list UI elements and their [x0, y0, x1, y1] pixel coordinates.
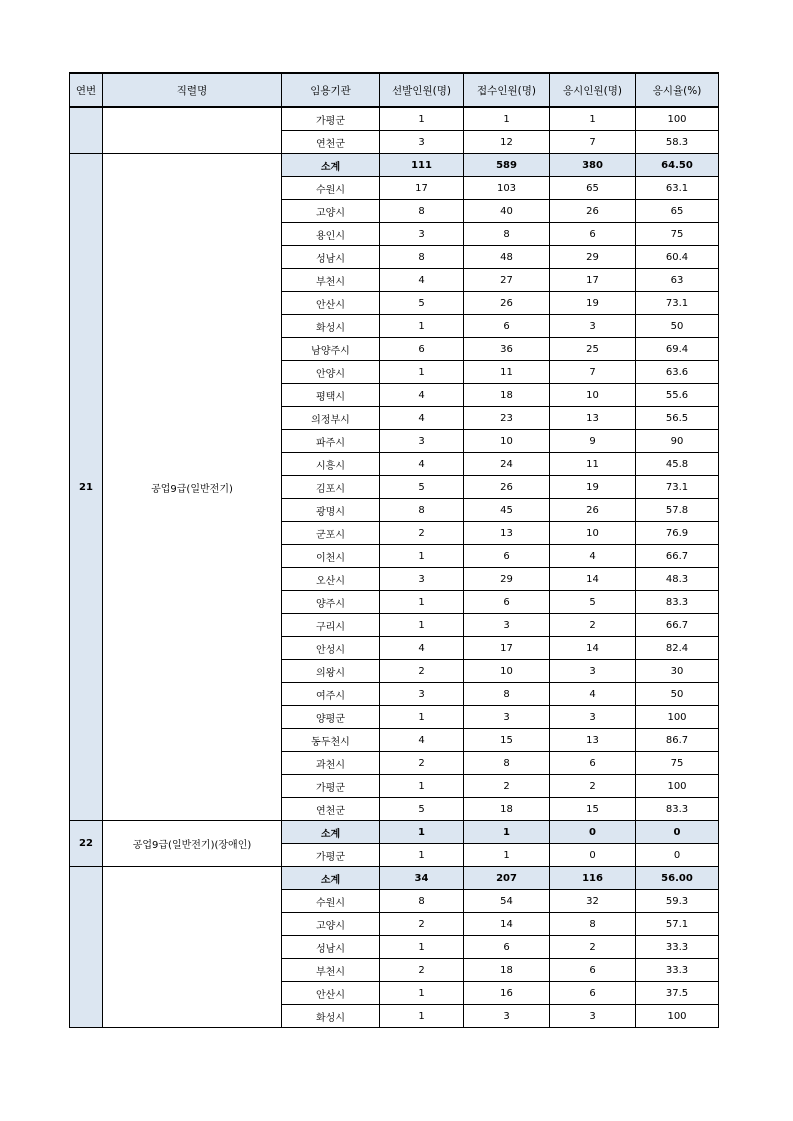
cell-received: 12 — [464, 131, 550, 154]
cell-rate: 63.1 — [636, 177, 719, 200]
table-row — [70, 107, 719, 131]
cell-selected: 1 — [380, 545, 464, 568]
cell-rate: 86.7 — [636, 729, 719, 752]
cell-rate: 63.6 — [636, 361, 719, 384]
cell-applied: 3 — [550, 706, 636, 729]
header-job: 직렬명 — [103, 73, 282, 107]
cell-received: 103 — [464, 177, 550, 200]
cell-selected: 1 — [380, 936, 464, 959]
cell-org: 남양주시 — [282, 338, 380, 361]
cell-rate: 82.4 — [636, 637, 719, 660]
cell-received: 1 — [464, 107, 550, 131]
cell-selected: 1 — [380, 775, 464, 798]
cell-selected: 1 — [380, 315, 464, 338]
cell-applied: 13 — [550, 729, 636, 752]
subtotal-row — [70, 867, 719, 890]
cell-rate: 55.6 — [636, 384, 719, 407]
recruitment-table — [69, 72, 719, 1028]
cell-selected: 1 — [380, 706, 464, 729]
cell-org: 성남시 — [282, 246, 380, 269]
cell-received: 6 — [464, 545, 550, 568]
cell-org: 동두천시 — [282, 729, 380, 752]
cell-applied: 10 — [550, 384, 636, 407]
cell-rate: 64.50 — [636, 154, 719, 177]
subtotal-row — [70, 154, 719, 177]
cell-received: 29 — [464, 568, 550, 591]
group-number — [70, 867, 103, 1028]
cell-received: 6 — [464, 315, 550, 338]
cell-applied: 2 — [550, 775, 636, 798]
cell-applied: 2 — [550, 614, 636, 637]
cell-applied: 29 — [550, 246, 636, 269]
cell-applied: 3 — [550, 315, 636, 338]
header-org: 임용기관 — [282, 73, 380, 107]
cell-selected: 1 — [380, 844, 464, 867]
cell-rate: 50 — [636, 683, 719, 706]
cell-received: 6 — [464, 591, 550, 614]
job-title: 공업9급(일반전기) — [103, 154, 282, 821]
cell-applied: 32 — [550, 890, 636, 913]
cell-rate: 37.5 — [636, 982, 719, 1005]
table-header — [70, 73, 719, 107]
cell-selected: 1 — [380, 982, 464, 1005]
cell-applied: 380 — [550, 154, 636, 177]
cell-applied: 26 — [550, 200, 636, 223]
cell-rate: 73.1 — [636, 292, 719, 315]
cell-received: 14 — [464, 913, 550, 936]
cell-applied: 3 — [550, 1005, 636, 1028]
cell-rate: 48.3 — [636, 568, 719, 591]
cell-received: 3 — [464, 1005, 550, 1028]
cell-org: 용인시 — [282, 223, 380, 246]
cell-received: 8 — [464, 752, 550, 775]
cell-rate: 57.1 — [636, 913, 719, 936]
cell-selected: 2 — [380, 660, 464, 683]
cell-rate: 66.7 — [636, 545, 719, 568]
cell-applied: 2 — [550, 936, 636, 959]
cell-rate: 60.4 — [636, 246, 719, 269]
cell-selected: 4 — [380, 269, 464, 292]
cell-rate: 75 — [636, 752, 719, 775]
cell-selected: 4 — [380, 407, 464, 430]
cell-received: 2 — [464, 775, 550, 798]
cell-org: 시흥시 — [282, 453, 380, 476]
cell-org: 안산시 — [282, 982, 380, 1005]
cell-applied: 1 — [550, 107, 636, 131]
cell-applied: 6 — [550, 223, 636, 246]
cell-selected: 3 — [380, 430, 464, 453]
cell-rate: 73.1 — [636, 476, 719, 499]
cell-selected: 1 — [380, 614, 464, 637]
cell-received: 26 — [464, 292, 550, 315]
cell-selected: 6 — [380, 338, 464, 361]
cell-selected: 2 — [380, 522, 464, 545]
cell-received: 11 — [464, 361, 550, 384]
cell-received: 13 — [464, 522, 550, 545]
group-number: 22 — [70, 821, 103, 867]
cell-applied: 7 — [550, 361, 636, 384]
table-group — [70, 107, 719, 154]
cell-rate: 100 — [636, 1005, 719, 1028]
cell-org: 화성시 — [282, 315, 380, 338]
cell-received: 589 — [464, 154, 550, 177]
cell-applied: 9 — [550, 430, 636, 453]
cell-org: 소계 — [282, 821, 380, 844]
cell-received: 17 — [464, 637, 550, 660]
cell-selected: 3 — [380, 683, 464, 706]
cell-rate: 63 — [636, 269, 719, 292]
cell-selected: 5 — [380, 292, 464, 315]
cell-applied: 10 — [550, 522, 636, 545]
cell-org: 수원시 — [282, 177, 380, 200]
cell-received: 10 — [464, 430, 550, 453]
cell-org: 의정부시 — [282, 407, 380, 430]
cell-applied: 14 — [550, 568, 636, 591]
cell-applied: 14 — [550, 637, 636, 660]
cell-applied: 7 — [550, 131, 636, 154]
cell-org: 파주시 — [282, 430, 380, 453]
cell-selected: 3 — [380, 131, 464, 154]
header-no: 연번 — [70, 73, 103, 107]
cell-applied: 19 — [550, 476, 636, 499]
cell-applied: 116 — [550, 867, 636, 890]
cell-selected: 3 — [380, 568, 464, 591]
cell-selected: 1 — [380, 107, 464, 131]
cell-selected: 8 — [380, 499, 464, 522]
cell-org: 고양시 — [282, 200, 380, 223]
cell-received: 24 — [464, 453, 550, 476]
cell-org: 소계 — [282, 154, 380, 177]
cell-org: 오산시 — [282, 568, 380, 591]
job-title: 공업9급(일반전기)(장애인) — [103, 821, 282, 867]
cell-received: 26 — [464, 476, 550, 499]
cell-rate: 30 — [636, 660, 719, 683]
cell-org: 구리시 — [282, 614, 380, 637]
cell-received: 1 — [464, 844, 550, 867]
header-applied: 응시인원(명) — [550, 73, 636, 107]
cell-org: 양주시 — [282, 591, 380, 614]
cell-rate: 56.00 — [636, 867, 719, 890]
cell-received: 40 — [464, 200, 550, 223]
cell-selected: 4 — [380, 729, 464, 752]
cell-org: 수원시 — [282, 890, 380, 913]
cell-received: 48 — [464, 246, 550, 269]
cell-rate: 100 — [636, 107, 719, 131]
cell-received: 207 — [464, 867, 550, 890]
cell-applied: 6 — [550, 982, 636, 1005]
cell-rate: 59.3 — [636, 890, 719, 913]
cell-org: 평택시 — [282, 384, 380, 407]
cell-org: 양평군 — [282, 706, 380, 729]
cell-received: 18 — [464, 798, 550, 821]
cell-rate: 90 — [636, 430, 719, 453]
cell-rate: 33.3 — [636, 936, 719, 959]
cell-org: 연천군 — [282, 131, 380, 154]
cell-rate: 0 — [636, 844, 719, 867]
cell-selected: 1 — [380, 821, 464, 844]
header-received: 접수인원(명) — [464, 73, 550, 107]
job-title — [103, 107, 282, 154]
cell-org: 가평군 — [282, 107, 380, 131]
cell-rate: 69.4 — [636, 338, 719, 361]
cell-org: 안성시 — [282, 637, 380, 660]
cell-applied: 11 — [550, 453, 636, 476]
cell-received: 6 — [464, 936, 550, 959]
cell-org: 안산시 — [282, 292, 380, 315]
cell-org: 가평군 — [282, 775, 380, 798]
cell-applied: 19 — [550, 292, 636, 315]
cell-applied: 4 — [550, 683, 636, 706]
cell-org: 김포시 — [282, 476, 380, 499]
table-group — [70, 821, 719, 867]
cell-received: 23 — [464, 407, 550, 430]
cell-selected: 1 — [380, 1005, 464, 1028]
cell-selected: 111 — [380, 154, 464, 177]
cell-rate: 65 — [636, 200, 719, 223]
cell-rate: 56.5 — [636, 407, 719, 430]
header-row — [70, 73, 719, 107]
cell-org: 의왕시 — [282, 660, 380, 683]
cell-org: 소계 — [282, 867, 380, 890]
cell-received: 8 — [464, 223, 550, 246]
cell-org: 화성시 — [282, 1005, 380, 1028]
cell-received: 10 — [464, 660, 550, 683]
cell-selected: 34 — [380, 867, 464, 890]
cell-org: 가평군 — [282, 844, 380, 867]
cell-received: 45 — [464, 499, 550, 522]
cell-selected: 1 — [380, 361, 464, 384]
cell-applied: 65 — [550, 177, 636, 200]
cell-selected: 4 — [380, 384, 464, 407]
cell-selected: 17 — [380, 177, 464, 200]
cell-org: 연천군 — [282, 798, 380, 821]
cell-selected: 1 — [380, 591, 464, 614]
cell-applied: 6 — [550, 959, 636, 982]
cell-selected: 8 — [380, 246, 464, 269]
cell-org: 안양시 — [282, 361, 380, 384]
table-group — [70, 154, 719, 821]
cell-applied: 0 — [550, 821, 636, 844]
cell-rate: 75 — [636, 223, 719, 246]
cell-received: 36 — [464, 338, 550, 361]
cell-selected: 8 — [380, 890, 464, 913]
cell-selected: 5 — [380, 476, 464, 499]
cell-selected: 2 — [380, 959, 464, 982]
cell-rate: 76.9 — [636, 522, 719, 545]
cell-selected: 5 — [380, 798, 464, 821]
cell-selected: 2 — [380, 752, 464, 775]
cell-rate: 33.3 — [636, 959, 719, 982]
cell-applied: 25 — [550, 338, 636, 361]
cell-applied: 13 — [550, 407, 636, 430]
cell-rate: 0 — [636, 821, 719, 844]
cell-org: 이천시 — [282, 545, 380, 568]
cell-received: 1 — [464, 821, 550, 844]
job-title — [103, 867, 282, 1028]
subtotal-row — [70, 821, 719, 844]
cell-received: 16 — [464, 982, 550, 1005]
cell-org: 군포시 — [282, 522, 380, 545]
cell-selected: 4 — [380, 637, 464, 660]
cell-rate: 100 — [636, 775, 719, 798]
cell-org: 성남시 — [282, 936, 380, 959]
cell-received: 3 — [464, 614, 550, 637]
cell-applied: 17 — [550, 269, 636, 292]
cell-selected: 8 — [380, 200, 464, 223]
cell-received: 8 — [464, 683, 550, 706]
cell-applied: 3 — [550, 660, 636, 683]
cell-org: 고양시 — [282, 913, 380, 936]
cell-rate: 57.8 — [636, 499, 719, 522]
cell-received: 18 — [464, 959, 550, 982]
cell-selected: 4 — [380, 453, 464, 476]
cell-applied: 8 — [550, 913, 636, 936]
cell-applied: 26 — [550, 499, 636, 522]
cell-org: 부천시 — [282, 959, 380, 982]
cell-rate: 50 — [636, 315, 719, 338]
cell-org: 부천시 — [282, 269, 380, 292]
cell-rate: 100 — [636, 706, 719, 729]
cell-received: 3 — [464, 706, 550, 729]
cell-applied: 0 — [550, 844, 636, 867]
header-selected: 선발인원(명) — [380, 73, 464, 107]
group-number: 21 — [70, 154, 103, 821]
cell-applied: 4 — [550, 545, 636, 568]
cell-received: 15 — [464, 729, 550, 752]
cell-selected: 2 — [380, 913, 464, 936]
cell-org: 광명시 — [282, 499, 380, 522]
cell-rate: 45.8 — [636, 453, 719, 476]
cell-selected: 3 — [380, 223, 464, 246]
cell-received: 27 — [464, 269, 550, 292]
cell-rate: 83.3 — [636, 798, 719, 821]
cell-org: 과천시 — [282, 752, 380, 775]
table-group — [70, 867, 719, 1028]
cell-received: 54 — [464, 890, 550, 913]
cell-rate: 83.3 — [636, 591, 719, 614]
cell-applied: 5 — [550, 591, 636, 614]
cell-applied: 15 — [550, 798, 636, 821]
cell-org: 여주시 — [282, 683, 380, 706]
cell-applied: 6 — [550, 752, 636, 775]
cell-rate: 66.7 — [636, 614, 719, 637]
cell-rate: 58.3 — [636, 131, 719, 154]
group-number — [70, 107, 103, 154]
cell-received: 18 — [464, 384, 550, 407]
header-rate: 응시율(%) — [636, 73, 719, 107]
